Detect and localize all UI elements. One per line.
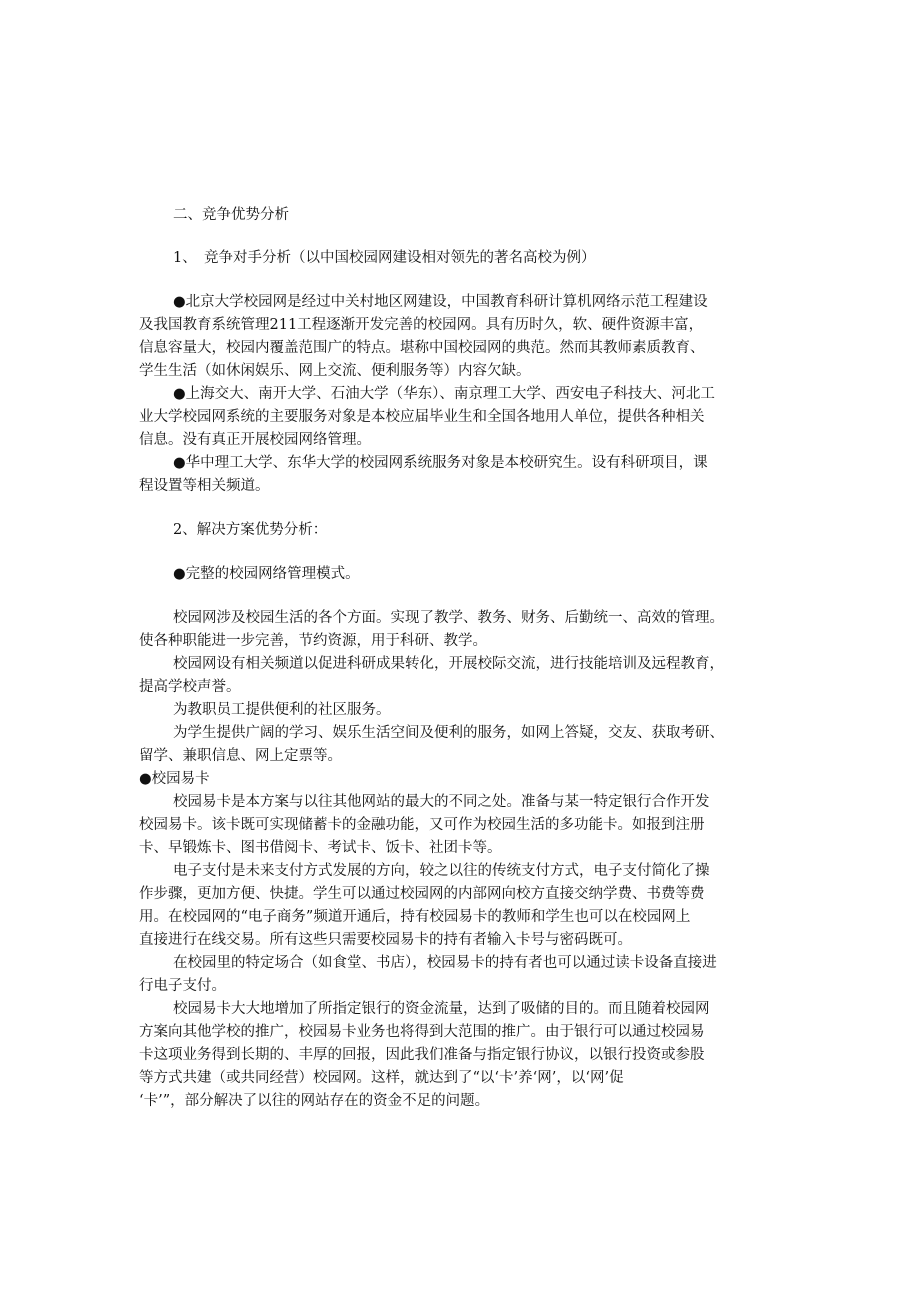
body-paragraph — [139, 998, 789, 1113]
text-line: 直接进行在线交易。所有这些只需要校园易卡的持有者输入卡号与密码既可。 — [139, 932, 632, 948]
text-line: ●上海交大、南开大学、石油大学（华东）、南京理工大学、西安电子科技大、河北工 — [173, 386, 715, 402]
text-line: 校园网涉及校园生活的各个方面。实现了教学、教务、财务、后勤统一、高效的管理。 — [173, 610, 724, 626]
text-line: 等方式共建（或共同经营）校园网。这样，就达到了“以‘卡’养‘网’，以‘网’促 — [139, 1070, 624, 1086]
text-line: 及我国教育系统管理211工程逐渐开发完善的校园网。具有历时久，软、硬件资源丰富， — [139, 317, 704, 333]
competitor-paragraph — [139, 383, 789, 452]
text-line: 程设置等相关频道。 — [139, 478, 270, 494]
point-heading-campus-card: ●校园易卡 — [139, 771, 210, 787]
body-paragraph — [139, 607, 789, 653]
competitor-paragraph — [139, 452, 789, 498]
text-line: ●华中理工大学、东华大学的校园网系统服务对象是本校研究生。设有科研项目，课 — [173, 455, 708, 471]
body-paragraph — [139, 699, 789, 722]
text-line: ●北京大学校园网是经过中关村地区网建设，中国教育科研计算机网络示范工程建设 — [173, 294, 708, 310]
text-line: 为学生提供广阔的学习、娱乐生活空间及便利的服务，如网上答疑，交友、获取考研、 — [173, 725, 724, 741]
text-line: 方案向其他学校的推广，校园易卡业务也将得到大范围的推广。由于银行可以通过校园易 — [139, 1024, 705, 1040]
text-line: 行电子支付。 — [139, 978, 226, 994]
body-paragraph — [139, 791, 789, 860]
document-page — [139, 204, 789, 1113]
text-line: 校园易卡大大地增加了所指定银行的资金流量，达到了吸储的目的。而且随着校园网 — [173, 1001, 710, 1017]
text-line: ‘卡’”，部分解决了以往的网站存在的资金不足的问题。 — [139, 1093, 490, 1109]
subsection-heading-competitors: 1、 竞争对手分析（以中国校园网建设相对领先的著名高校为例） — [173, 250, 596, 266]
text-line: 使各种职能进一步完善，节约资源，用于科研、教学。 — [139, 633, 487, 649]
text-line: 留学、兼职信息、网上定票等。 — [139, 748, 342, 764]
body-paragraph — [139, 722, 789, 768]
text-line: 提高学校声誉。 — [139, 679, 241, 695]
text-line: 校园易卡。该卡既可实现储蓄卡的金融功能，又可作为校园生活的多功能卡。如报到注册 — [139, 817, 705, 833]
text-line: 作步骤，更加方便、快捷。学生可以通过校园网的内部网向校方直接交纳学费、书费等费 — [139, 886, 705, 902]
body-paragraph — [139, 952, 789, 998]
text-line: 电子支付是未来支付方式发展的方向，较之以往的传统支付方式，电子支付简化了操 — [173, 863, 710, 879]
text-line: 校园网设有相关频道以促进科研成果转化，开展校际交流，进行技能培训及远程教育， — [173, 656, 724, 672]
text-line: 学生生活（如休闲娱乐、网上交流、便利服务等）内容欠缺。 — [139, 363, 531, 379]
text-line: 信息容量大，校园内覆盖范围广的特点。堪称中国校园网的典范。然而其教师素质教育、 — [139, 340, 705, 356]
text-line: 卡、早锻炼卡、图书借阅卡、考试卡、饭卡、社团卡等。 — [139, 840, 502, 856]
text-line: 在校园里的特定场合（如食堂、书店），校园易卡的持有者也可以通过读卡设备直接进 — [173, 955, 717, 971]
subsection-heading-advantages: 2、解决方案优势分析： — [173, 522, 328, 538]
text-line: 校园易卡是本方案与以往其他网站的最大的不同之处。准备与某一特定银行合作开发 — [173, 794, 710, 810]
text-line: 卡这项业务得到长期的、丰厚的回报，因此我们准备与指定银行协议，以银行投资或参股 — [139, 1047, 705, 1063]
competitor-paragraph — [139, 291, 789, 383]
body-paragraph — [139, 653, 789, 699]
point-heading-management: ●完整的校园网络管理模式。 — [173, 566, 360, 582]
text-line: 信息。没有真正开展校园网络管理。 — [139, 432, 371, 448]
text-line: 业大学校园网系统的主要服务对象是本校应届毕业生和全国各地用人单位，提供各种相关 — [139, 409, 705, 425]
text-line: 用。在校园网的“电子商务”频道开通后，持有校园易卡的教师和学生也可以在校园网上 — [139, 909, 691, 925]
section-heading: 二、竞争优势分析 — [173, 207, 289, 223]
body-paragraph — [139, 860, 789, 952]
text-line: 为教职员工提供便利的社区服务。 — [173, 702, 391, 718]
